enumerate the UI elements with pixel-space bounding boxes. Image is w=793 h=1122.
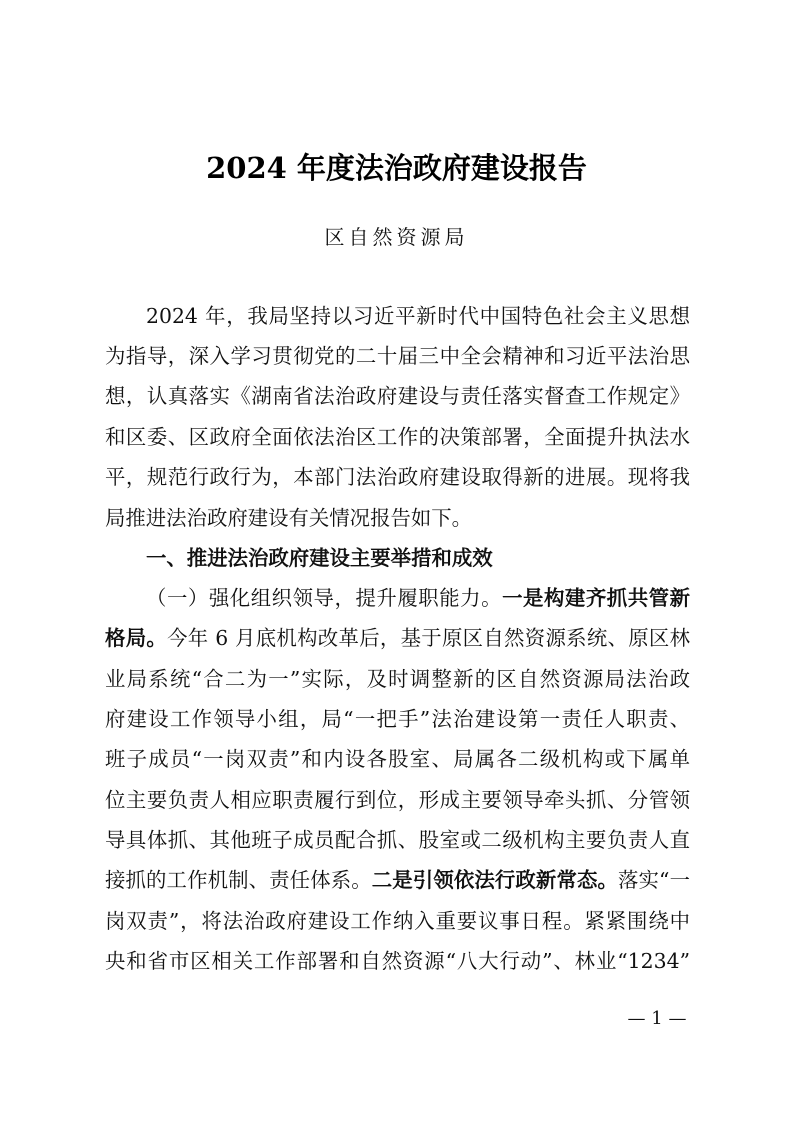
- document-author: 区自然资源局: [324, 225, 469, 249]
- paragraph-line: 府建设工作领导小组，局“一把手”法治建设第一责任人职责、: [105, 707, 690, 731]
- bold-phrase: 二是引领依法行政新常态。: [371, 868, 619, 892]
- paragraph-line: 业局系统“合二为一”实际，及时调整新的区自然资源局法治政: [105, 667, 690, 691]
- paragraph-line: [105, 618, 690, 658]
- paragraph-line: 想，认真落实《湖南省法治政府建设与责任落实督查工作规定》: [105, 384, 690, 408]
- paragraph-line: 为指导，深入学习贯彻党的二十届三中全会精神和习近平法治思: [105, 344, 690, 368]
- text-run: 今年 6 月底机构改革后，基于原区自然资源系统、原区林: [167, 626, 691, 650]
- subsection-title: （一）强化组织领导，提升履职能力。: [146, 586, 503, 610]
- text-run: 接抓的工作机制、责任体系。: [105, 868, 372, 892]
- bold-phrase: 一是构建齐抓共管新: [502, 586, 691, 610]
- paragraph-line: 导具体抓、其他班子成员配合抓、股室或二级机构主要负责人直: [105, 828, 690, 852]
- paragraph-line: 平，规范行政行为，本部门法治政府建设取得新的进展。现将我: [105, 465, 690, 489]
- document-title: 2024 年度法治政府建设报告: [206, 151, 587, 185]
- paragraph-line: 班子成员“一岗双责”和内设各股室、局属各二级机构或下属单: [105, 747, 690, 771]
- paragraph-line: 岗双责”，将法治政府建设工作纳入重要议事日程。紧紧围绕中: [105, 909, 690, 933]
- page-number: — 1 —: [627, 1008, 687, 1029]
- bold-phrase: 格局。: [105, 626, 168, 650]
- subsection-line: [146, 578, 690, 618]
- paragraph-line: 央和省市区相关工作部署和自然资源“八大行动”、林业“1234”: [105, 949, 690, 973]
- paragraph-line: 位主要负责人相应职责履行到位，形成主要领导牵头抓、分管领: [105, 788, 690, 812]
- paragraph-line: 局推进法治政府建设有关情况报告如下。: [105, 506, 473, 530]
- paragraph-line: [105, 860, 690, 900]
- section-heading: 一、推进法治政府建设主要举措和成效: [146, 546, 493, 570]
- paragraph-line: 2024 年，我局坚持以习近平新时代中国特色社会主义思想: [146, 304, 690, 328]
- text-run: 落实“一: [618, 868, 691, 892]
- paragraph-line: 和区委、区政府全面依法治区工作的决策部署，全面提升执法水: [105, 425, 690, 449]
